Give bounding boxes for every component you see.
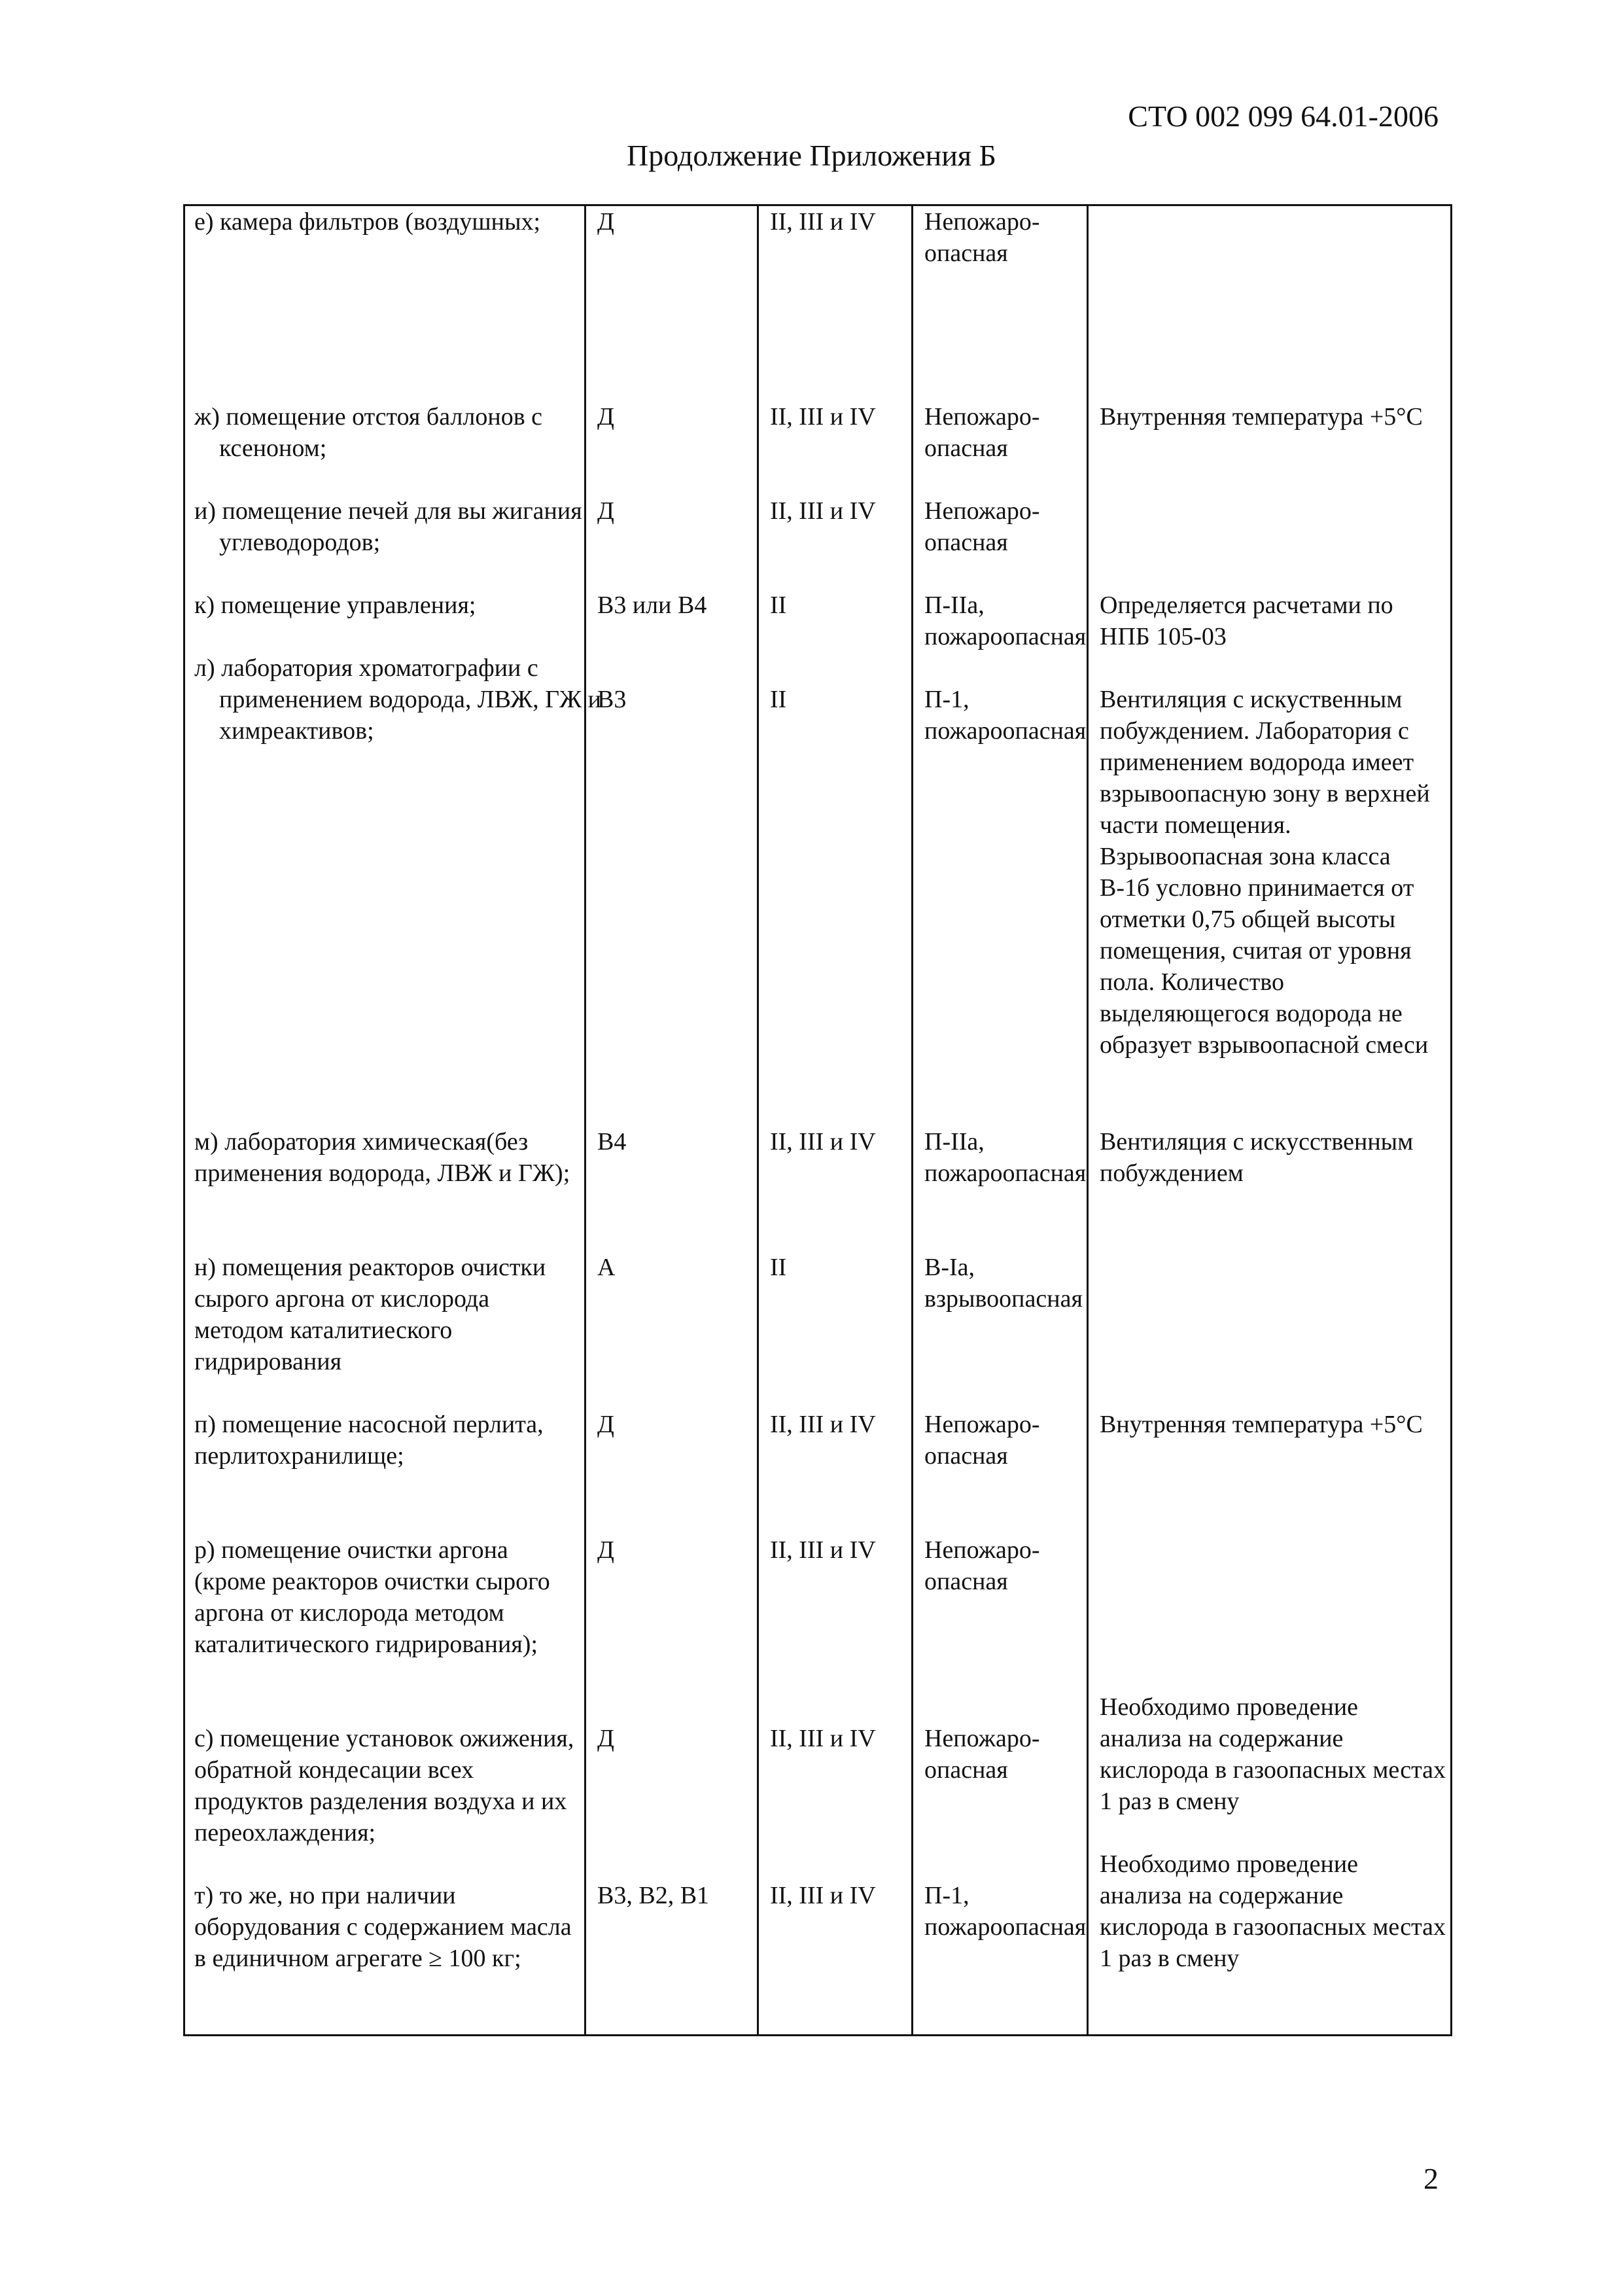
- note-cell: Внутренняя температура +5°С: [1100, 403, 1423, 431]
- zone-class-cell: Непожаро-опасная: [924, 403, 1040, 462]
- column-divider: [911, 206, 913, 2034]
- category-cell: А: [597, 1254, 616, 1281]
- zone-class-cell: Непожаро-опасная: [924, 208, 1040, 267]
- room-name-cell: р) помещение очистки аргона (кроме реакторов очистки сырого аргона от кислорода методом каталитического гидрирования);: [194, 1536, 550, 1658]
- column-divider: [584, 206, 586, 2034]
- note-cell: Вентиляция с искуственным побуждением. Лаборатория с применением водорода имеет взрывоопасную зону в верхней части помещения. Взрывоопасная зона класса В-1б условно принимается от отметки 0,75 общей высоты помещения, считая от уровня пола. Количество выделяющегося водорода не образует взрывоопасной смеси: [1100, 686, 1430, 1059]
- continuation-title: Продолжение Приложения Б: [627, 139, 996, 172]
- fire-resistance-cell: II, III и IV: [770, 1128, 876, 1156]
- note-cell: Необходимо проведение анализа на содержание кислорода в газоопасных местах 1 раз в смену: [1100, 1693, 1446, 1815]
- fire-resistance-cell: II, III и IV: [770, 403, 876, 431]
- zone-class-cell: Непожаро-опасная: [924, 497, 1040, 556]
- room-name-cell: н) помещения реакторов очистки сырого аргона от кислорода методом каталитиеского гидрирования: [194, 1254, 546, 1375]
- room-name-cell: п) помещение насосной перлита, перлитохранилище;: [194, 1411, 544, 1470]
- zone-class-cell: Непожаро-опасная: [924, 1536, 1040, 1595]
- fire-resistance-cell: II, III и IV: [770, 1882, 876, 1909]
- zone-class-cell: Непожаро-опасная: [924, 1725, 1040, 1784]
- zone-class-cell: П-1, пожароопасная: [924, 686, 1087, 745]
- room-name-cell: т) то же, но при наличии оборудования с содержанием масла в единичном агрегате ≥ 100 кг;: [194, 1882, 572, 1972]
- zone-class-cell: Непожаро-опасная: [924, 1411, 1040, 1470]
- zone-class-cell: П-IIа, пожароопасная: [924, 1128, 1087, 1187]
- fire-resistance-cell: II, III и IV: [770, 1536, 876, 1564]
- zone-class-cell: В-Iа, взрывоопасная: [924, 1254, 1083, 1313]
- fire-resistance-cell: II: [770, 592, 787, 619]
- category-cell: Д: [597, 1725, 614, 1752]
- zone-class-cell: П-1, пожароопасная: [924, 1882, 1087, 1941]
- category-cell: В4: [597, 1128, 627, 1156]
- zone-class-cell: П-IIа, пожароопасная: [924, 592, 1087, 650]
- page-number: 2: [1423, 2162, 1439, 2195]
- room-name-cell: м) лаборатория химическая(без применения водорода, ЛВЖ и ГЖ);: [194, 1128, 570, 1187]
- category-cell: Д: [597, 208, 614, 236]
- note-cell: Необходимо проведение анализа на содержание кислорода в газоопасных местах 1 раз в смену: [1100, 1850, 1446, 1972]
- category-cell: Д: [597, 497, 614, 525]
- room-name-cell: л) лаборатория хроматографии с применением водорода, ЛВЖ, ГЖ и химреактивов;: [194, 654, 601, 745]
- fire-resistance-cell: II: [770, 1254, 787, 1281]
- category-cell: В3, В2, В1: [597, 1882, 710, 1909]
- category-cell: Д: [597, 403, 614, 431]
- room-name-cell: е) камера фильтров (воздушных;: [194, 208, 541, 236]
- classification-table: [183, 204, 1452, 2036]
- note-cell: Вентиляция с искусственным побуждением: [1100, 1128, 1414, 1187]
- category-cell: В3: [597, 686, 627, 713]
- fire-resistance-cell: II, III и IV: [770, 1725, 876, 1752]
- category-cell: Д: [597, 1411, 614, 1438]
- document-code: СТО 002 099 64.01-2006: [1128, 99, 1439, 133]
- fire-resistance-cell: II, III и IV: [770, 1411, 876, 1438]
- room-name-cell: ж) помещение отстоя баллонов с ксеноном;: [194, 403, 542, 462]
- column-divider: [1087, 206, 1089, 2034]
- category-cell: Д: [597, 1536, 614, 1564]
- category-cell: В3 или В4: [597, 592, 707, 619]
- room-name-cell: и) помещение печей для вы жигания углеводородов;: [194, 497, 582, 556]
- room-name-cell: к) помещение управления;: [194, 592, 476, 619]
- note-cell: Внутренняя температура +5°С: [1100, 1411, 1423, 1438]
- note-cell: Определяется расчетами по НПБ 105-03: [1100, 592, 1393, 650]
- fire-resistance-cell: II, III и IV: [770, 208, 876, 236]
- column-divider: [757, 206, 759, 2034]
- fire-resistance-cell: II: [770, 686, 787, 713]
- room-name-cell: с) помещение установок ожижения, обратной кондесации всех продуктов разделения воздуха и их переохлаждения;: [194, 1725, 574, 1846]
- fire-resistance-cell: II, III и IV: [770, 497, 876, 525]
